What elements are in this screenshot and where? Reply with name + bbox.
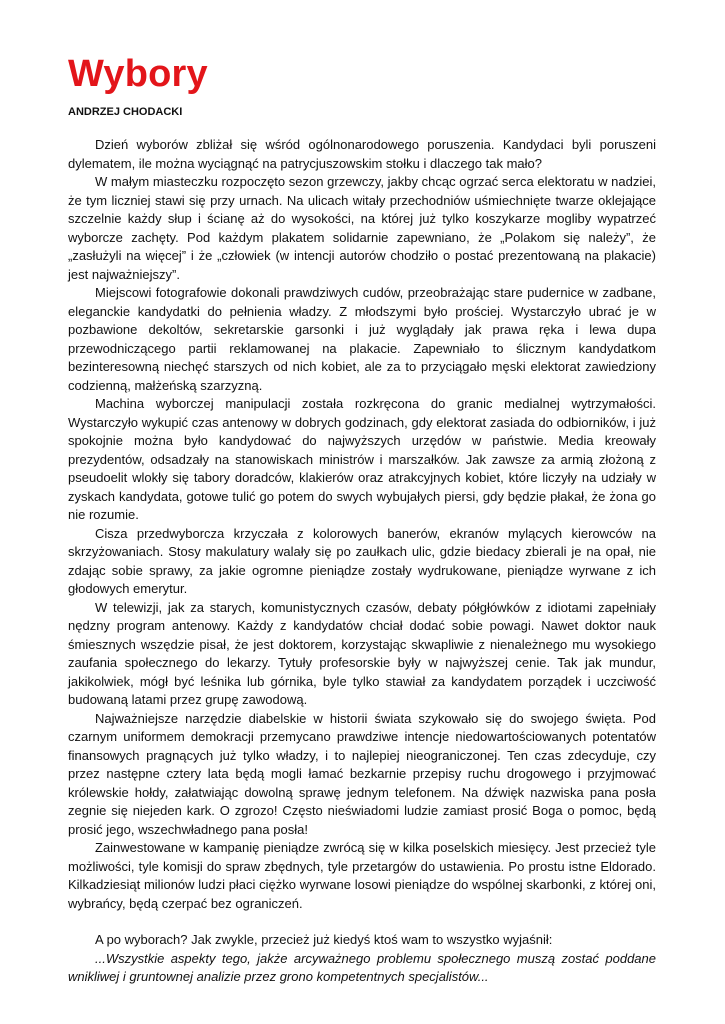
paragraph: Zainwestowane w kampanię pieniądze zwrócą się w kilka poselskich miesięcy. Jest przecież tyle możliwości, tyle komisji do spraw zbędnych, tyle przetargów do ustawienia. Po prostu istne Eldorado. Kilkadziesiąt milionów ludzi płaci ciężko wyrwane losowi pieniądze do wspólnej skarbonki, z której oni, wybrańcy, będą czerpać bez ograniczeń. [68, 840, 656, 911]
article-body [68, 136, 656, 987]
paragraph: W małym miasteczku rozpoczęto sezon grzewczy, jakby chcąc ogrzać serca elektoratu w nadziei, że tym liczniej stawi się przy urnach. Na ulicach witały przechodniów uśmiechnięte twarze oklejające szczelnie każdy słup i ścianę aż do wysokości, na której już tylko koszykarze mogliby wypatrzeć wyborcze zachęty. Pod każdym plakatem solidarnie zapewniano, że „Polakom się należy”, że „zasłużyli na więcej” i że „człowiek (w intencji autorów chodziło o postać prezentowaną na plakacie) jest najważniejszy”. [68, 174, 656, 282]
article-title: Wybory [68, 53, 208, 95]
article [68, 52, 656, 987]
closing-paragraph: A po wyborach? Jak zwykle, przecież już kiedyś ktoś wam to wszystko wyjaśnił: [95, 932, 553, 947]
paragraph: Miejscowi fotografowie dokonali prawdziwych cudów, przeobrażając stare pudernice w zadbane, eleganckie kandydatki do pełnienia władzy. Z młodszymi było prościej. Wystarczyło ubrać je w pozbawione dekoltów, sekretarskie garsonki i już wyglądały jak prawa ręka i lewa dupa przewodniczącego partii reklamowanej na plakacie. Zapewniało to ślicznym kandydatkom bezinteresowną niechęć starszych od nich kobiet, ale za to przyciągało męski elektorat zawiedziony codzienną, małżeńską szarzyzną. [68, 285, 656, 393]
paragraph: W telewizji, jak za starych, komunistycznych czasów, debaty półgłówków z idiotami zapełniały nędzny program antenowy. Każdy z kandydatów chciał dodać sobie powagi. Nawet doktor nauk śmiesznych wszędzie pisał, że jest doktorem, korzystając skwapliwie z nienależnego mu wysokiego zaufania społecznego do lekarzy. Tytuły profesorskie były w najwyższej cenie. Tak jak mundur, jakikolwiek, mógł być leśnika lub górnika, byle tylko stawiał za kandydatem porządek i uczciwość budowaną latami przez grupę zawodową. [68, 599, 656, 707]
paragraph: Cisza przedwyborcza krzyczała z kolorowych banerów, ekranów mylących kierowców na skrzyżowaniach. Stosy makulatury walały się po zaułkach ulic, gdzie biedacy zbierali je na opał, nie zdając sobie sprawy, za jakie ogromne pieniądze zostały wydrukowane, pieniądze wyrwane z ich głodowych emerytur. [68, 525, 656, 596]
paragraph: Dzień wyborów zbliżał się wśród ogólnonarodowego poruszenia. Kandydaci byli poruszeni dylematem, ile można wyciągnąć na patrycjuszowskim stołku i dlaczego tak mało? [68, 137, 656, 171]
article-author: ANDRZEJ CHODACKI [68, 106, 183, 118]
closing-quote: ...Wszystkie aspekty tego, jakże arcyważnego problemu społecznego muszą zostać poddane wnikliwej i gruntownej analizie przez grono kompetentnych specjalistów... [68, 950, 656, 984]
paragraph: Machina wyborczej manipulacji została rozkręcona do granic medialnej wytrzymałości. Wystarczyło wykupić czas antenowy w dobrych godzinach, gdy elektorat zasiada do odbiorników, i już spokojnie można było kandydować do najwyższych urzędów w państwie. Media kreowały prezydentów, odsadzały na stanowiskach ministrów i marszałków. Jak zawsze za armią złożoną z pseudoelit wlokły się tabory doradców, klakierów oraz atrakcyjnych kobiet, które liczyły na udziały w zyskach kandydata, gotowe tulić go potem do swych wybujałych piersi, gdy będzie płakał, że żona go nie rozumie. [68, 396, 656, 522]
paragraph: Najważniejsze narzędzie diabelskie w historii świata szykowało się do swojego święta. Pod czarnym uniformem demokracji przemycano prawdziwe intencje niedowartościowanych potentatów finansowych pragnących już tylko władzy, i to najlepiej nieograniczonej. Ten czas zdecyduje, czy przez następne cztery lata będą mogli łamać bezkarnie przepisy ruchu drogowego i przyjmować królewskie hołdy, załatwiając dowolną sprawę jednym telefonem. Na dźwięk nazwiska pana posła zegnie się niejeden kark. O zgrozo! Często nieświadomi ludzie zamiast prosić Boga o pomoc, będą prosić jego, wszechwładnego pana posła! [68, 710, 656, 837]
